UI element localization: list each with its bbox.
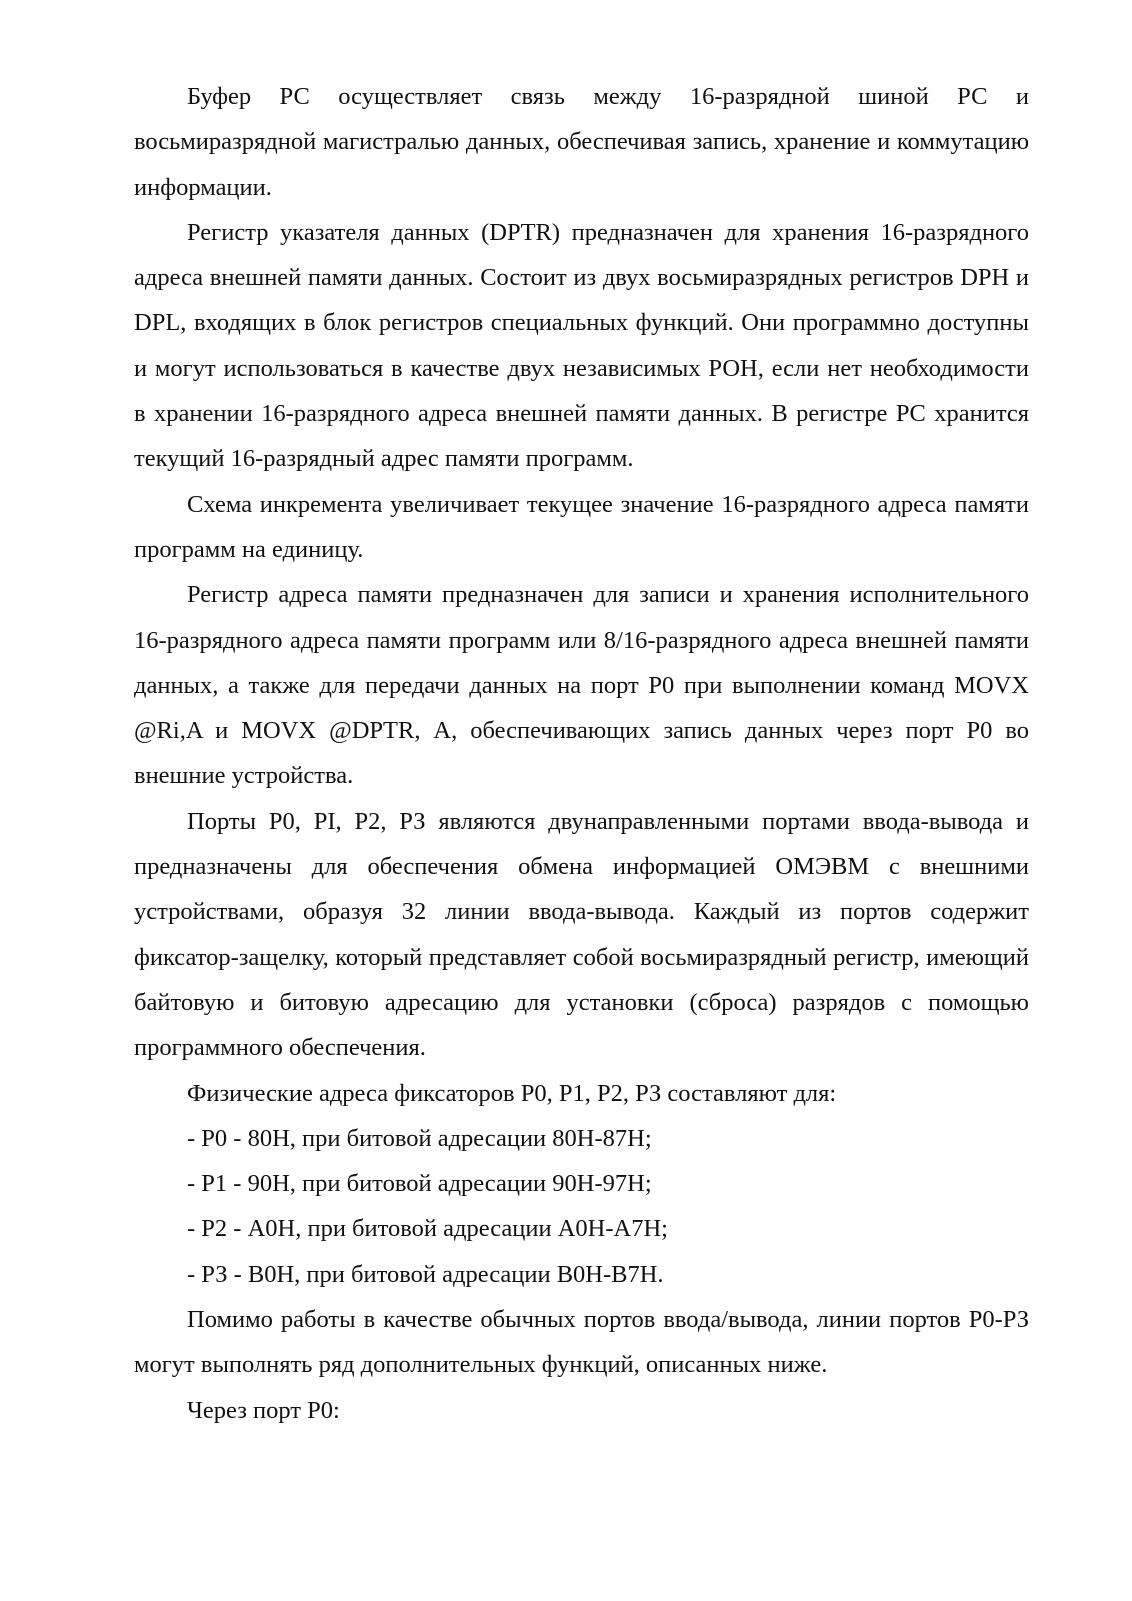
list-item-p2-address: - Р2 - А0Н, при битовой адресации А0Н-А7Н; <box>187 1215 668 1243</box>
paragraph-io-ports: Порты Р0, PI, Р2, РЗ являются двунаправленными портами ввода-вывода и предназначены для обеспечения обмена информацией ОМЭВМ с внешними устройствами, образуя 32 линии ввода-вывода. Каждый из портов содержит фиксатор-защелку, который представляет собой восьмиразрядный регистр, имеющий байтовую и битовую адресацию для установки (сброса) разрядов с помощью программного обеспечения. <box>134 807 1029 1062</box>
paragraph-latch-addresses-intro: Физические адреса фиксаторов Р0, Р1, Р2, РЗ составляют для: <box>187 1079 837 1107</box>
paragraph-via-port-p0: Через порт Р0: <box>187 1396 340 1424</box>
paragraph-pc-buffer: Буфер РС осуществляет связь между 16-разрядной шиной РС и восьмиразрядной магистралью данных, обеспечивая запись, хранение и коммутацию информации. <box>134 83 1029 201</box>
list-item-p1-address: - Р1 - 90Н, при битовой адресации 90Н-97Н; <box>187 1170 652 1198</box>
paragraph-dptr-register: Регистр указателя данных (DPTR) предназначен для хранения 16-разрядного адреса внешней памяти данных. Состоит из двух восьмиразрядных регистров DPH и DPL, входящих в блок регистров специальных функций. Они программно доступны и могут использоваться в качестве двух независимых РОН, если нет необходимости в хранении 16-разрядного адреса внешней памяти данных. В регистре PC хранится текущий 16-разрядный адрес памяти программ. <box>134 218 1029 473</box>
paragraph-additional-functions: Помимо работы в качестве обычных портов ввода/вывода, линии портов Р0-РЗ могут выполнять ряд дополнительных функций, описанных ниже. <box>134 1306 1029 1379</box>
list-item-p0-address: - Р0 - 80Н, при битовой адресации 80Н-87Н; <box>187 1124 652 1152</box>
document-page <box>134 74 1029 1433</box>
paragraph-memory-address-register: Регистр адреса памяти предназначен для записи и хранения исполнительного 16-разрядного адреса памяти программ или 8/16-разрядного адреса внешней памяти данных, а также для передачи данных на порт Р0 при выполнении команд MOVX @Ri,A и MOVX @DPTR, А, обеспечивающих запись данных через порт Р0 во внешние устройства. <box>134 581 1029 790</box>
paragraph-increment-circuit: Схема инкремента увеличивает текущее значение 16-разрядного адреса памяти программ на единицу. <box>134 490 1029 563</box>
list-item-p3-address: - РЗ - В0Н, при битовой адресации В0Н-В7Н. <box>187 1260 664 1288</box>
